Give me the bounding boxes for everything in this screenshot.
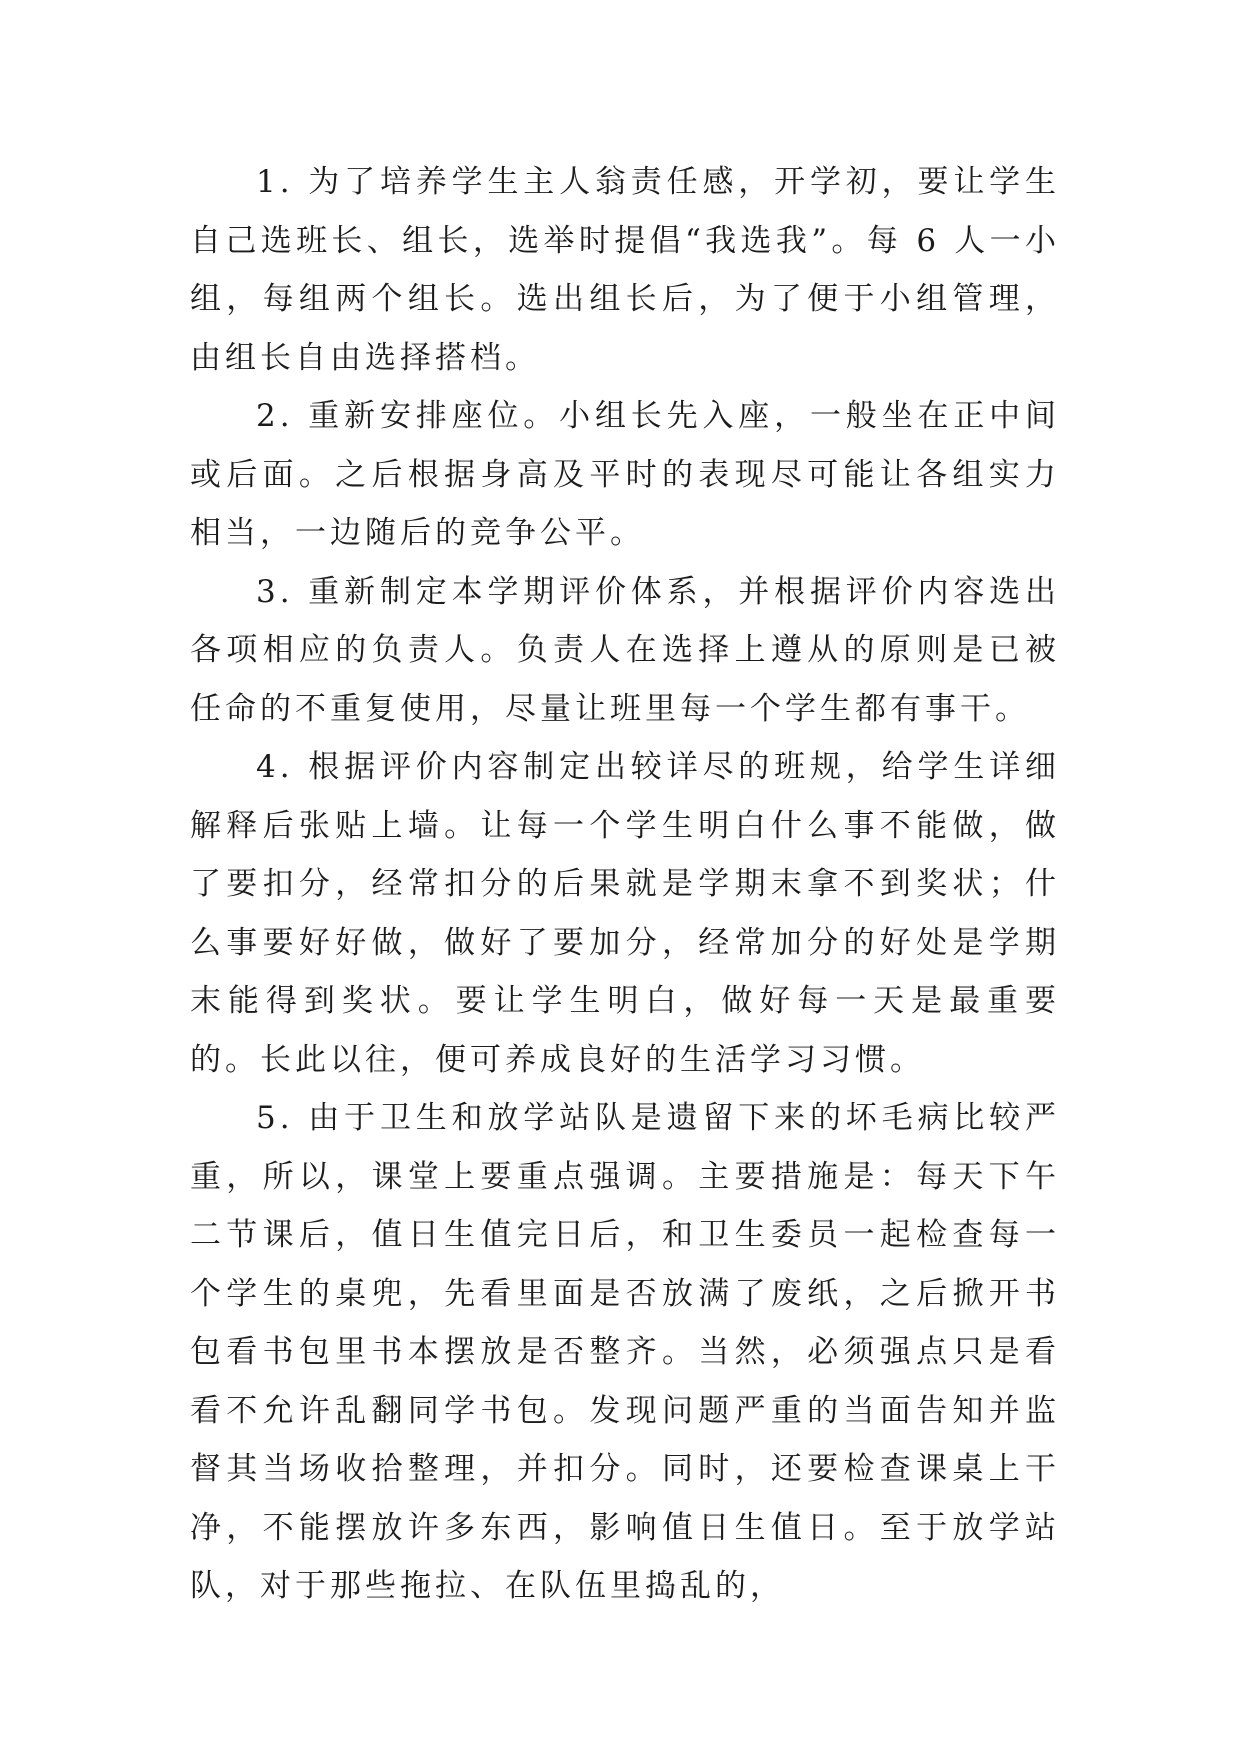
- paragraph-5: 5. 由于卫生和放学站队是遗留下来的坏毛病比较严重，所以，课堂上要重点强调。主要措施是：每天下午二节课后，值日生值完日后，和卫生委员一起检查每一个学生的桌兜，先看里面是否放满了废纸，之后掀开书包看书包里书本摆放是否整齐。当然，必须强点只是看看不允许乱翻同学书包。发现问题严重的当面告知并监督其当场收拾整理，并扣分。同时，还要检查课桌上干净，不能摆放许多东西，影响值日生值日。至于放学站队，对于那些拖拉、在队伍里捣乱的，: [190, 1100, 1060, 1604]
- paragraph-3: 3. 重新制定本学期评价体系，并根据评价内容选出各项相应的负责人。负责人在选择上遵从的原则是已被任命的不重复使用，尽量让班里每一个学生都有事干。: [190, 573, 1060, 727]
- paragraph-4: 4. 根据评价内容制定出较详尽的班规，给学生详细解释后张贴上墙。让每一个学生明白什么事不能做，做了要扣分，经常扣分的后果就是学期末拿不到奖状；什么事要好好做，做好了要加分，经常加分的好处是学期末能得到奖状。要让学生明白，做好每一天是最重要的。长此以往，便可养成良好的生活学习习惯。: [190, 749, 1060, 1078]
- paragraph-2: 2. 重新安排座位。小组长先入座，一般坐在正中间或后面。之后根据身高及平时的表现尽可能让各组实力相当，一边随后的竞争公平。: [190, 398, 1060, 551]
- document-body: [190, 153, 1060, 1616]
- paragraph-1: 1. 为了培养学生主人翁责任感，开学初，要让学生自己选班长、组长，选举时提倡“我选我”。每 6 人一小组，每组两个组长。选出组长后，为了便于小组管理，由组长自由选择搭档。: [190, 164, 1060, 376]
